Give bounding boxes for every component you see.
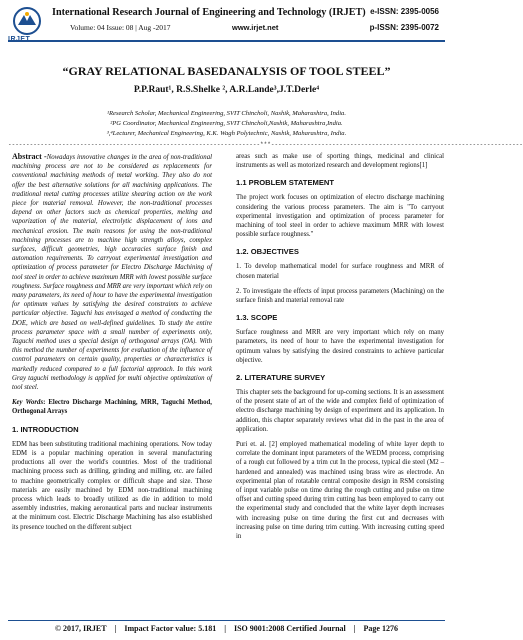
intro-text: EDM has been substituting traditional machining operations. Now today EDM is a popular machining operation in several manufacturing productions all over the world's countries. Most of the traditional machining process such as drilling, grinding and milling, etc. are failed to machine geometrically complex or difficult shape and size. Those materials are easily machined by EDM non-traditional machining process which leads to broadly utilized as die in addition to mold assembly industries, making aeronautical parts and nuclear instruments at the minimum cost. Electric Discharge Machining has also established its presence touched on the different subject	[12, 440, 212, 531]
left-column	[12, 152, 212, 538]
scope-heading: 1.3. SCOPE	[236, 313, 278, 323]
right-column	[236, 152, 444, 547]
keywords	[12, 398, 212, 416]
affiliation-2: ²PG Coordinator, Mechanical Engineering, SVIT Chincholi,Nashik, Maharashtra,India.	[110, 120, 343, 127]
footer-divider-1: |	[114, 624, 117, 633]
scope-text: Surface roughness and MRR are very important which rely on many parameters, its need of hour to have the experimental investigation for optimum values by satisfying the desired constraints to achieve particular objective.	[236, 329, 444, 364]
website-link[interactable]: www.irjet.net	[232, 23, 279, 32]
literature-survey-heading: 2. LITERATURE SURVEY	[236, 373, 326, 383]
abstract-text: Nowadays innovative changes in the area of non-traditional machining process are not to be considered as replacements for conventional machining methods of metal working. They also do not offer the best alternative solutions for all machining applications. The traditional metal cutting processes utilize shearing action on the work piece for material removal. However, the non-traditional processes depend on other factors such as chemical properties, melting and vaporization of the material, electrolytic displacement of ions and mechanical erosion. The main reasons for using the non-traditional machining processes are to machine high strength alloys, complex surfaces, difficult geometries, high accuracies surface finish and automation requirements. To carryout experimental investigation and optimization of process parameter for Electro Discharge Machining of tool steel in order to achieve maximum MRR with lowest possible surface roughness. Surface roughness and MRR are very important which rely on many parameters, its need of hour to have the experimental investigation for optimum values by satisfying the desired constraints to achieve particular objective. Taguchi has envisaged a method of conducting the DOE, which are based on well-defined guidelines. To study the entire process parameter space with a small number of experiments only, Taguchi method uses a special design of orthogonal arrays (OA). With this method the number of experiments for evaluation of the influence of control parameters on certain quality, properties or characteristics is markedly reduced compared to a full factorial approach. In this work Gray taguchi methodology is applied for multi objective optimization of tool steel.	[12, 154, 212, 392]
footer-page-number: Page 1276	[363, 624, 398, 633]
footer-divider	[8, 620, 445, 621]
affiliation-1: ¹Research Scholar, Mechanical Engineering, SVIT Chincholi, Nashik, Maharashtra, India.	[107, 110, 346, 117]
affiliation-3: ³,⁴Lecturer, Mechanical Engineering, K.K. Wagh Polytechnic, Nashik, Maharashtra, India.	[106, 130, 347, 137]
footer-copyright: © 2017, IRJET	[55, 624, 107, 633]
footer-iso: ISO 9001:2008 Certified Journal	[233, 624, 346, 633]
abstract-label: Abstract -	[12, 152, 47, 161]
journal-header	[0, 0, 453, 48]
footer-divider-2: |	[224, 624, 226, 633]
author-list: P.P.Raut¹, R.S.Shelke ², A.R.Lande³,J.T.Derle⁴	[133, 85, 320, 95]
keywords-label: Key Words	[12, 399, 44, 407]
literature-text-1: This chapter sets the background for up-coming sections. It is an assessment of the present state of art of the wide and complex field of optimization of electro discharge machining by design of experiment and its application. In addition, this chapter separately reviews what did in the past in the area of application.	[236, 389, 444, 433]
intro-continued: areas such as make use of sporting things, medicinal and clinical instruments as well as motorized research and development regions[1]	[236, 153, 444, 170]
page-footer	[0, 624, 453, 633]
pissn: p-ISSN: 2395-0072	[369, 23, 439, 32]
footer-impact-factor: Impact Factor value: 5.181	[124, 624, 217, 633]
volume-info: Volume: 04 Issue: 08 | Aug -2017	[70, 23, 171, 32]
abstract	[12, 152, 212, 392]
journal-title: International Research Journal of Engineering and Technology (IRJET)	[52, 7, 366, 18]
keywords-text: : Electro Discharge Machining, MRR, Taguchi Method, Orthogonal Arrays	[12, 399, 212, 416]
eissn: e-ISSN: 2395-0056	[370, 7, 439, 16]
problem-statement-text: The project work focuses on optimization of electro discharge machining considering the various process parameters. The aim is "To carryout experimental investigation and optimization of process parameter for machining of tool steel in order to achieve maximum MRR with lowest possible surface roughness."	[236, 194, 444, 239]
header-divider	[8, 40, 445, 42]
paper-title: “GRAY RELATIONAL BASEDANALYSIS OF TOOL STEEL”	[62, 64, 391, 78]
footer-divider-3: |	[353, 624, 356, 633]
literature-text-2: Puri et. al. [2] employed mathematical modeling of white layer depth to correlate the dominant input parameters of the WEDM process, comprising of a rough cut followed by a trim cut In the process, typical die steel (M2 – hardened and annealed) was machined using brass wire as electrode. An experimental plan of rotatable central composite design in RSM consisting of input variable pulse on time during the rough cutting and pulse on time offset and cutting speed during trim cutting has been employed to carry out the experimental study and concluded that the white layer depth increases with increasing pulse on time during the first cut and decreases with increasing pulse on time during trim cutting. With increasing cutting speed in	[236, 441, 444, 541]
objective-2: 2. To investigate the effects of input process parameters (Machining) on the surface finish and material removal rate	[236, 287, 444, 305]
problem-statement-heading: 1.1 PROBLEM STATEMENT	[236, 178, 335, 188]
section-separator: ----------------------------------------------------------------------***----------------------------------------------------------------------	[8, 141, 523, 148]
objective-1: 1. To develop mathematical model for surface roughness and MRR of chosen material	[236, 263, 444, 280]
irjet-logo-icon	[12, 6, 42, 36]
intro-heading: 1. INTRODUCTION	[12, 424, 79, 434]
objectives-heading: 1.2. OBJECTIVES	[236, 247, 299, 257]
